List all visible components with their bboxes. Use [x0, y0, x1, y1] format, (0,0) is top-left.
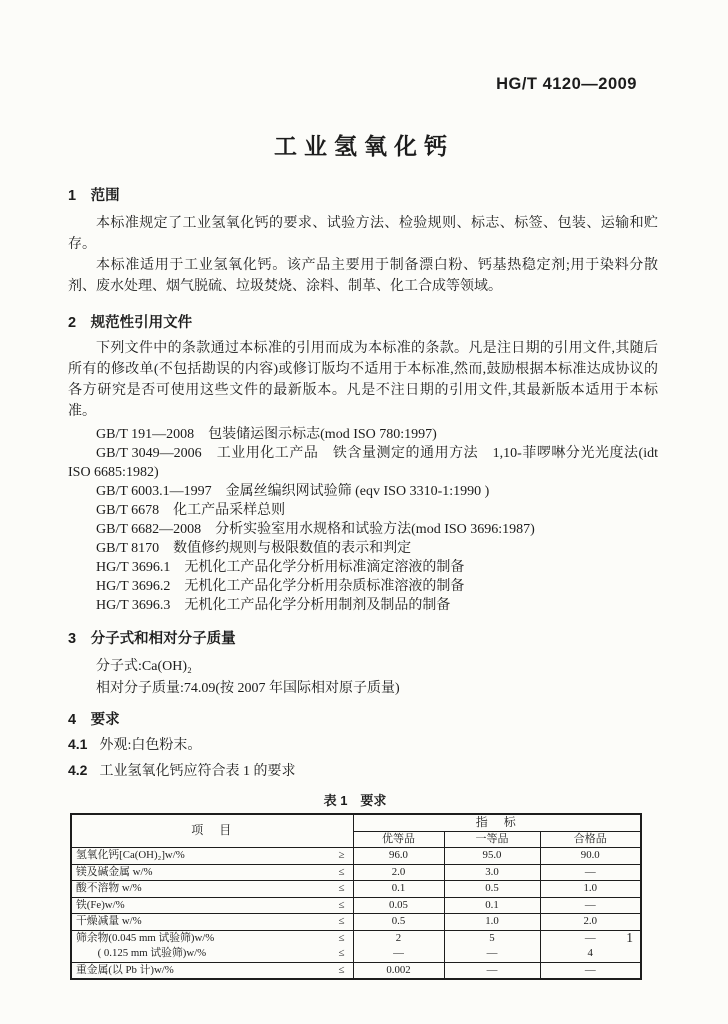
cell-value: 90.0: [540, 848, 641, 865]
section-3-heading: 3 分子式和相对分子质量: [68, 631, 236, 647]
reference-item: GB/T 6682—2008 分析实验室用水规格和试验方法(mod ISO 3696:1987): [96, 522, 535, 537]
cell-value: —: [444, 946, 540, 962]
cell-value: —: [444, 962, 540, 979]
row-label: 干燥减量 w/%: [76, 915, 142, 927]
section-1-paragraph-2: 本标准适用于工业氢氧化钙。该产品主要用于制备漂白粉、钙基热稳定剂;用于染料分散剂、废水处理、烟气脱硫、垃圾焚烧、涂料、制革、化工合成等领域。: [68, 258, 658, 294]
cell-value: 0.1: [444, 897, 540, 914]
reference-item: HG/T 3696.2 无机化工产品化学分析用杂质标准溶液的制备: [96, 579, 465, 594]
table-row: [71, 864, 641, 881]
molecular-formula: 分子式:Ca(OH)₂: [96, 659, 192, 674]
cell-value: —: [540, 930, 641, 946]
comparison-operator: ≤: [338, 865, 345, 878]
column-header-index: 指 标: [353, 814, 641, 831]
table-row: [71, 962, 641, 979]
reference-item: GB/T 191—2008 包装储运图示标志(mod ISO 780:1997): [96, 427, 437, 442]
reference-item: HG/T 3696.3 无机化工产品化学分析用制剂及制品的制备: [96, 598, 451, 613]
section-2-intro: 下列文件中的条款通过本标准的引用而成为本标准的条款。凡是注日期的引用文件,其随后所有的修改单(不包括勘误的内容)或修订版均不适用于本标准,然而,鼓励根据本标准达成协议的各方研究是否可使用这些文件的最新版本。凡是不注日期的引用文件,其最新版本适用于本标准。: [68, 341, 658, 419]
comparison-operator: ≤: [338, 915, 345, 927]
cell-value: 0.5: [353, 914, 444, 931]
cell-value: 95.0: [444, 848, 540, 865]
comparison-operator: ≤: [338, 947, 345, 959]
cell-value: 1.0: [444, 914, 540, 931]
cell-value: 5: [444, 930, 540, 946]
cell-value: 0.5: [444, 881, 540, 898]
clause-4-1-text: 外观:白色粉末。: [99, 738, 202, 753]
reference-item: HG/T 3696.1 无机化工产品化学分析用标准滴定溶液的制备: [96, 560, 465, 575]
clause-4-2: [68, 759, 658, 783]
cell-value: 96.0: [353, 848, 444, 865]
comparison-operator: ≤: [338, 963, 345, 976]
row-label: 筛余物(0.045 mm 试验筛)w/%: [76, 931, 215, 944]
table-row: [71, 946, 641, 962]
row-label: 酸不溶物 w/%: [76, 882, 142, 894]
standard-code: HG/T 4120—2009: [496, 75, 637, 93]
clause-4-1: [68, 733, 658, 757]
clause-4-2-text: 工业氢氧化钙应符合表 1 的要求: [99, 764, 296, 779]
table-header-row-1: [71, 814, 641, 831]
cell-value: —: [353, 946, 444, 962]
cell-value: —: [540, 864, 641, 881]
column-header-item: 项 目: [71, 814, 353, 848]
normative-references-list: [68, 425, 658, 615]
reference-item: GB/T 8170 数值修约规则与极限数值的表示和判定: [96, 541, 412, 556]
table-1-caption: 表 1 要求: [323, 793, 387, 808]
section-2-heading: 2 规范性引用文件: [68, 315, 193, 331]
row-label: ( 0.125 mm 试验筛)w/%: [76, 947, 207, 959]
cell-value: 2.0: [353, 864, 444, 881]
clause-4-1-number: 4.1: [68, 736, 88, 752]
section-1-heading: 1 范围: [68, 188, 120, 204]
cell-value: —: [540, 897, 641, 914]
cell-value: 2.0: [540, 914, 641, 931]
section-1-paragraph-1: 本标准规定了工业氢氧化钙的要求、试验方法、检验规则、标志、标签、包装、运输和贮存。: [68, 216, 658, 252]
row-label: 氢氧化钙[Ca(OH)₂]w/%: [76, 849, 185, 861]
cell-value: 2: [353, 930, 444, 946]
table-row: [71, 930, 641, 946]
column-header-premium-grade: 优等品: [353, 831, 444, 848]
reference-item: GB/T 6678 化工产品采样总则: [96, 503, 286, 518]
table-row: [71, 881, 641, 898]
section-4-heading: 4 要求: [68, 712, 120, 728]
row-label: 重金属(以 Pb 计)w/%: [76, 963, 174, 976]
cell-value: 0.1: [353, 881, 444, 898]
comparison-operator: ≤: [338, 931, 345, 944]
row-label: 镁及碱金属 w/%: [76, 865, 153, 878]
comparison-operator: ≥: [338, 849, 345, 861]
row-label: 铁(Fe)w/%: [76, 898, 125, 911]
cell-value: 0.002: [353, 962, 444, 979]
cell-value: 0.05: [353, 897, 444, 914]
document-body: [68, 186, 658, 980]
cell-value: 1.0: [540, 881, 641, 898]
page-number: 1: [626, 930, 633, 945]
table-row: [71, 848, 641, 865]
comparison-operator: ≤: [338, 898, 345, 911]
reference-item: GB/T 6003.1—1997 金属丝编织网试验筛 (eqv ISO 3310-1:1990 ): [96, 484, 490, 499]
document-title: 工业氢氧化钙: [274, 133, 454, 159]
column-header-first-grade: 一等品: [444, 831, 540, 848]
molecular-mass: 相对分子质量:74.09(按 2007 年国际相对原子质量): [96, 681, 400, 696]
cell-value: 4: [540, 946, 641, 962]
cell-value: 3.0: [444, 864, 540, 881]
clause-4-2-number: 4.2: [68, 762, 88, 778]
molecular-info: [68, 656, 658, 700]
requirements-table: [70, 813, 642, 980]
table-row: [71, 914, 641, 931]
column-header-qualified-grade: 合格品: [540, 831, 641, 848]
table-row: [71, 897, 641, 914]
cell-value: —: [540, 962, 641, 979]
reference-item: GB/T 3049—2006 工业用化工产品 铁含量测定的通用方法 1,10-菲啰啉分光光度法(idt ISO 6685:1982): [68, 446, 658, 480]
comparison-operator: ≤: [338, 882, 345, 894]
